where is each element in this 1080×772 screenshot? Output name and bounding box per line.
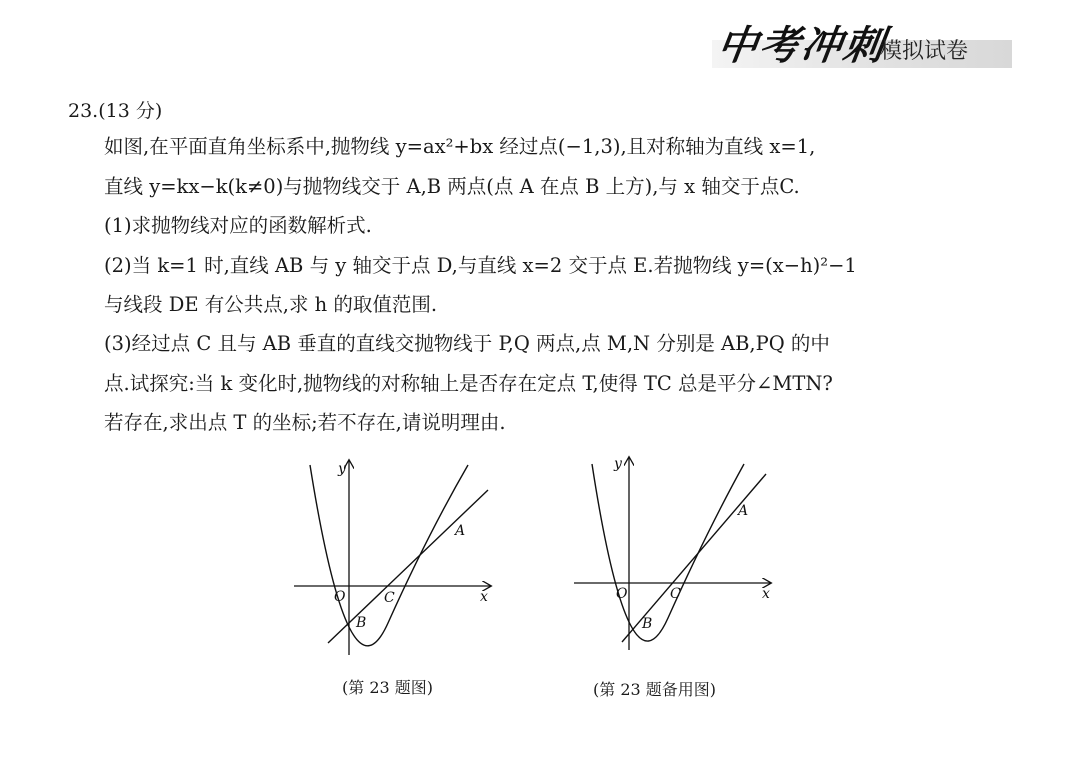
point-c-label: C — [384, 590, 395, 606]
point-a-label: A — [455, 523, 466, 539]
point-b-label: B — [642, 616, 653, 632]
point-b-label: B — [356, 615, 367, 631]
question-line: (3)经过点 C 且与 AB 垂直的直线交抛物线于 P,Q 两点,点 M,N 分别是 AB,PQ 的中 — [104, 332, 830, 355]
question-line: 与线段 DE 有公共点,求 h 的取值范围. — [104, 293, 438, 316]
header-subtitle: 模拟试卷 — [880, 39, 969, 64]
parabola-curve — [310, 465, 468, 646]
x-label: x — [762, 586, 770, 602]
question-number: 23.(13 分) — [68, 100, 163, 122]
brand-title: 中考冲刺 — [714, 22, 889, 69]
question-line: (2)当 k=1 时,直线 AB 与 y 轴交于点 D,与直线 x=2 交于点 E.若抛物线 y=(x−h)²−1 — [104, 254, 857, 277]
question-line: (1)求抛物线对应的函数解析式. — [104, 214, 372, 237]
y-label: y — [614, 456, 622, 472]
x-label: x — [480, 589, 488, 605]
question-line: 直线 y=kx−k(k≠0)与抛物线交于 A,B 两点(点 A 在点 B 上方),与 x 轴交于点C. — [104, 175, 800, 198]
origin-label: O — [616, 586, 628, 602]
question-line: 点.试探究:当 k 变化时,抛物线的对称轴上是否存在定点 T,使得 TC 总是平分∠MTN? — [104, 372, 833, 395]
figure-main — [290, 455, 500, 665]
figure-backup — [570, 450, 780, 660]
figure-backup-caption: (第 23 题备用图) — [593, 680, 717, 699]
figure-main-caption: (第 23 题图) — [342, 678, 434, 697]
point-a-label: A — [738, 503, 749, 519]
parabola-curve — [592, 464, 744, 641]
point-c-label: C — [670, 586, 681, 602]
header-banner — [712, 14, 1012, 68]
origin-label: O — [334, 589, 346, 605]
y-label: y — [338, 461, 346, 477]
question-line: 如图,在平面直角坐标系中,抛物线 y=ax²+bx 经过点(−1,3),且对称轴为直线 x=1, — [104, 135, 816, 158]
line-ab — [328, 490, 488, 643]
question-line: 若存在,求出点 T 的坐标;若不存在,请说明理由. — [104, 411, 506, 434]
